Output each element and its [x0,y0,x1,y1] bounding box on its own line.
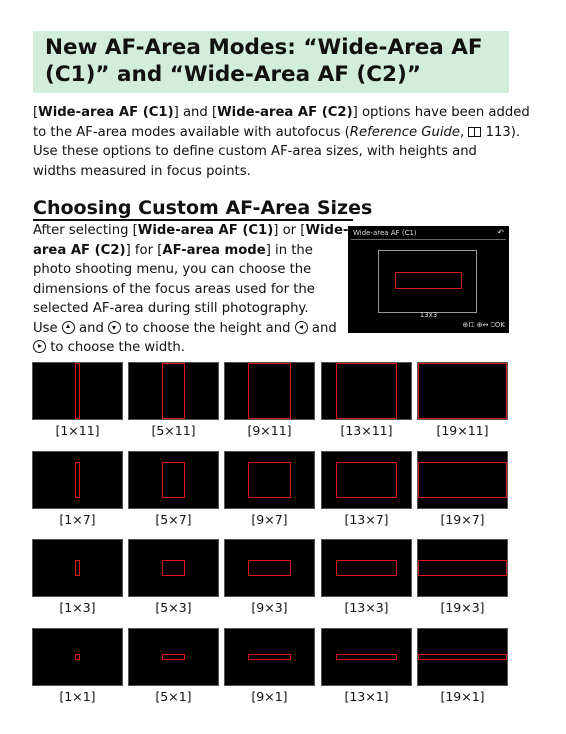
intro-paragraph: [Wide-area AF (C1)] and [Wide-area AF (C2)] options have been added to the AF-area modes available with autofocus (Reference Guide, 113). Use these options to define custom AF-area sizes, with heights and widths measured in focus points. [33,105,530,179]
af-size-label: [19×7] [440,512,485,527]
af-size-label: [1×11] [55,423,100,438]
af-area-frame [248,462,290,498]
af-area-frame [162,363,185,419]
af-size-cell [321,539,412,619]
body-paragraph: After selecting [Wide-area AF (C1)] or [Wide- area AF (C2)] for [AF-area mode] in the photo shooting menu, you can choose the dimensions of the focus areas used for the selected AF-area during still photography. Use and to choose the height and and to choose the width. [33,223,349,355]
multi-selector-left-icon [295,321,308,334]
af-area-frame [336,560,397,575]
af-area-frame [162,654,185,659]
af-area-frame [162,462,185,498]
option-wide-area-c2: Wide-area AF (C2) [217,105,353,120]
page-title [33,31,509,93]
camera-screen-header [351,229,506,238]
af-area-frame [418,363,507,419]
af-size-cell [224,539,315,619]
af-size-label: [13×11] [340,423,393,438]
af-size-cell [128,539,219,619]
af-size-thumbnail [224,451,315,509]
af-area-frame [248,363,290,419]
book-icon [468,127,481,137]
af-size-label: [1×1] [59,689,96,704]
af-size-label: [5×11] [151,423,196,438]
camera-screen-divider [351,239,506,240]
back-icon: ↶ [497,228,504,237]
af-size-label: [9×7] [251,512,288,527]
multi-selector-right-icon [33,340,46,353]
af-size-label: [1×3] [59,600,96,615]
af-size-cell [321,362,412,442]
af-size-thumbnail [321,628,412,686]
section-heading: Choosing Custom AF-Area Sizes [33,197,373,219]
af-size-cell [128,451,219,531]
af-size-thumbnail [224,628,315,686]
af-size-label: [9×3] [251,600,288,615]
af-area-frame [336,462,397,498]
af-size-label: [1×7] [59,512,96,527]
multi-selector-up-icon [62,321,75,334]
af-size-thumbnail [128,539,219,597]
af-area-frame [248,560,290,575]
af-size-cell [224,451,315,531]
af-size-cell [224,362,315,442]
camera-viewfinder-frame [378,250,477,313]
af-size-thumbnail [128,362,219,420]
af-area-frame [418,654,507,659]
af-size-label: [5×7] [155,512,192,527]
af-area-frame [418,560,507,575]
af-size-label: [13×3] [344,600,389,615]
camera-af-size: 13x3 [419,311,438,319]
af-size-cell [32,451,123,531]
af-size-label: [19×1] [440,689,485,704]
af-size-cell [417,539,508,619]
af-size-cell [321,451,412,531]
title-line-1: New AF-Area Modes: “Wide-Area AF [45,35,483,60]
af-size-thumbnail [32,539,123,597]
af-area-frame [418,462,507,498]
af-size-label: [13×1] [344,689,389,704]
title-line-2: (C1)” and “Wide-Area AF (C2)” [45,62,421,87]
af-size-cell [32,362,123,442]
af-size-cell [224,628,315,708]
af-size-thumbnail [224,539,315,597]
af-area-frame [162,560,185,575]
af-size-label: [9×11] [247,423,292,438]
af-size-thumbnail [32,362,123,420]
af-size-thumbnail [417,451,508,509]
camera-screen [348,226,509,333]
af-size-thumbnail [32,628,123,686]
camera-screen-title: Wide-area AF (C1) [353,229,417,237]
af-size-thumbnail [321,362,412,420]
af-size-thumbnail [224,362,315,420]
af-area-frame [75,560,80,575]
af-size-cell [321,628,412,708]
af-size-label: [9×1] [251,689,288,704]
af-size-label: [13×7] [344,512,389,527]
af-area-frame [336,654,397,659]
option-wide-area-c1: Wide-area AF (C1) [38,105,174,120]
af-area-frame [75,462,80,498]
af-size-thumbnail [32,451,123,509]
reference-guide-ref: Reference Guide [349,124,461,140]
af-size-thumbnail [321,451,412,509]
af-size-cell [417,451,508,531]
af-size-cell [417,628,508,708]
af-size-label: [5×3] [155,600,192,615]
af-size-thumbnail [128,628,219,686]
af-area-frame [336,363,397,419]
af-area-frame [75,654,80,659]
af-area-frame [248,654,290,659]
af-size-cell [417,362,508,442]
af-size-thumbnail [417,539,508,597]
af-size-label: [5×1] [155,689,192,704]
camera-screen-footer: ⊕I⌶ ⊕↔ ⎕OK [462,321,505,329]
af-size-cell [32,539,123,619]
camera-af-area [395,272,462,289]
af-size-label: [19×3] [440,600,485,615]
af-size-cell [128,362,219,442]
af-area-frame [75,363,80,419]
af-size-cell [128,628,219,708]
af-size-thumbnail [128,451,219,509]
af-size-thumbnail [417,628,508,686]
af-size-thumbnail [417,362,508,420]
multi-selector-down-icon [108,321,121,334]
af-size-label: [19×11] [436,423,489,438]
af-size-cell [32,628,123,708]
af-size-thumbnail [321,539,412,597]
